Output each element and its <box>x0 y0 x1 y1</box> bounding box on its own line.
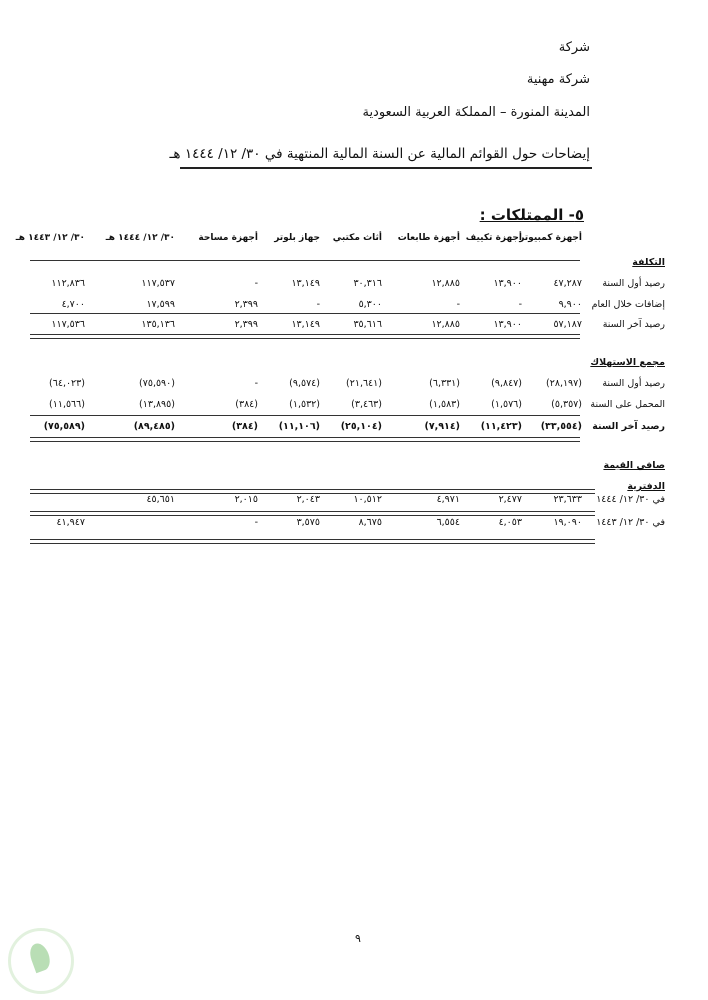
table-rule <box>30 437 580 442</box>
cell-value: (٢٥,١٠٤) <box>340 421 382 432</box>
table-row <box>30 394 665 415</box>
cell-value: (٩,٨٤٧) <box>491 378 522 389</box>
cell-value: ٣٥,٦١٦ <box>353 319 382 330</box>
cell-value: (٣٨٤) <box>235 399 258 410</box>
row-label: في ٣٠/ ١٢/ ١٤٤٤ <box>596 494 665 505</box>
company-type: شركة مهنية <box>526 72 590 87</box>
row-label: المحمل على السنة <box>590 399 665 410</box>
cell-value: (١١,١٠٦) <box>278 421 320 432</box>
cell-value: ١٩,٠٩٠ <box>553 517 582 528</box>
company-name: شركة <box>558 40 590 55</box>
cell-value: (٣٨٤) <box>231 421 258 432</box>
cell-value: (١,٥٣٢) <box>289 399 320 410</box>
cell-value: - <box>456 299 460 310</box>
page-number: ٩ <box>355 932 361 945</box>
cell-value <box>85 512 175 533</box>
cell-value: ٢,٣٩٩ <box>234 319 258 330</box>
table-row <box>30 512 665 533</box>
table-section <box>30 314 665 335</box>
property-table <box>15 229 665 247</box>
cell-value: ١٣,٩٠٠ <box>493 278 522 289</box>
cell-value: (٢١,٦٤١) <box>346 378 382 389</box>
cell-value: (١,٥٨٣) <box>429 399 460 410</box>
cell-value: (٢٨,١٩٧) <box>546 378 582 389</box>
cost-heading: التكلفة <box>632 257 665 268</box>
row-label: إضافات خلال العام <box>591 299 665 310</box>
cell-value: ١٣,٩٠٠ <box>493 319 522 330</box>
col-header: ٣٠/ ١٢/ ١٤٤٣ هـ <box>15 233 85 243</box>
cell-value: ٤,٩٧١ <box>436 494 460 505</box>
company-location: المدينة المنورة – المملكة العربية السعودية <box>362 105 590 120</box>
table-section <box>30 416 665 437</box>
cell-value: (١٣,٨٩٥) <box>139 399 175 410</box>
green-leaf-circle-logo <box>8 928 74 994</box>
cell-value: ٤٥,٦٥١ <box>146 494 175 505</box>
col-header: ٣٠/ ١٢/ ١٤٤٤ هـ <box>105 233 175 243</box>
cell-value: (٣,٤٦٣) <box>351 399 382 410</box>
table-rule <box>30 334 580 339</box>
table-section <box>30 512 665 533</box>
cell-value: - <box>254 278 258 289</box>
cell-value: - <box>254 517 258 528</box>
table-row <box>30 314 665 335</box>
net-heading: الدفترية <box>627 481 665 492</box>
cell-value: (٩,٥٧٤) <box>289 378 320 389</box>
cell-value: (٧٥,٥٨٩) <box>43 421 85 432</box>
cell-value: ٢٣,٦٣٣ <box>553 494 582 505</box>
row-label: رصيد أول السنة <box>602 278 665 289</box>
cell-value: ١٢,٨٨٥ <box>431 319 460 330</box>
cell-value: ٥,٣٠٠ <box>358 299 382 310</box>
cell-value: (٦,٣٣١) <box>429 378 460 389</box>
cell-value: (٧,٩١٤) <box>424 421 460 432</box>
cell-value: ٤,٧٠٠ <box>61 299 85 310</box>
cell-value: ٥٧,١٨٧ <box>553 319 582 330</box>
cell-value: ١٣,١٤٩ <box>291 319 320 330</box>
table-rule <box>30 539 595 544</box>
cell-value: ١١٧,٥٣٧ <box>141 278 175 289</box>
cell-value: (٦٤,٠٢٣) <box>49 378 85 389</box>
document-title: إيضاحات حول القوائم المالية عن السنة المالية المنتهية في ٣٠/ ١٢/ ١٤٤٤ هـ <box>169 146 590 162</box>
cell-value <box>30 489 85 510</box>
cell-value: ١٠,٥١٢ <box>353 494 382 505</box>
section-title: ٥- الممتلكات : <box>479 206 584 224</box>
table-row <box>30 373 665 394</box>
cell-value: (١١,٤٢٣) <box>480 421 522 432</box>
title-rule <box>180 167 592 169</box>
col-header: جهاز بلوتر <box>274 233 320 243</box>
col-header: أجهزة مساحة <box>198 233 258 243</box>
column-headers <box>30 229 665 247</box>
table-section <box>30 489 665 510</box>
cell-value: (١,٥٧٦) <box>491 399 522 410</box>
table-row <box>30 294 665 315</box>
depreciation-heading: مجمع الاستهلاك <box>590 357 665 368</box>
row-label: رصيد آخر السنة <box>602 319 665 330</box>
table-row <box>30 416 665 437</box>
cell-value: ٨,٦٧٥ <box>358 517 382 528</box>
cell-value: - <box>254 378 258 389</box>
cell-value: ٤٧,٢٨٧ <box>553 278 582 289</box>
cell-value: (١١,٥٦٦) <box>49 399 85 410</box>
cell-value: ٣,٥٧٥ <box>296 517 320 528</box>
col-header: أجهزة تكييف <box>465 233 522 243</box>
row-label: في ٣٠/ ١٢/ ١٤٤٣ <box>596 517 665 528</box>
cell-value: ١٧,٥٩٩ <box>146 299 175 310</box>
col-header: أثاث مكتبي <box>332 233 382 243</box>
cell-value: ٢,٣٩٩ <box>234 299 258 310</box>
cell-value: ٢,٠١٥ <box>234 494 258 505</box>
cell-value: (٨٩,٤٨٥) <box>133 421 175 432</box>
cell-value: ٤,٠٥٣ <box>498 517 522 528</box>
cell-value: ١١٢,٨٣٦ <box>51 278 85 289</box>
cell-value: ٤١,٩٤٧ <box>56 517 85 528</box>
cell-value: ٦,٥٥٤ <box>436 517 460 528</box>
row-label: رصيد آخر السنة <box>592 421 665 432</box>
cell-value: - <box>518 299 522 310</box>
col-header: أجهزة كمبيوتر <box>519 233 582 243</box>
col-header: أجهزة طابعات <box>397 233 460 243</box>
cell-value: (٣٣,٥٥٤) <box>540 421 582 432</box>
net-heading: صافي القيمة <box>603 460 665 471</box>
cell-value: ١٣,١٤٩ <box>291 278 320 289</box>
cell-value: ٢,٠٤٣ <box>296 494 320 505</box>
cell-value: - <box>316 299 320 310</box>
table-row <box>30 489 665 510</box>
cell-value: ١١٧,٥٣٦ <box>51 319 85 330</box>
cell-value: ٩,٩٠٠ <box>558 299 582 310</box>
cell-value: ١٣٥,١٣٦ <box>141 319 175 330</box>
cell-value: (٧٥,٥٩٠) <box>139 378 175 389</box>
cell-value: ١٢,٨٨٥ <box>431 278 460 289</box>
row-label: رصيد أول السنة <box>602 378 665 389</box>
table-section <box>30 252 665 315</box>
table-section <box>30 352 665 415</box>
table-row <box>30 273 665 294</box>
cell-value: (٥,٣٥٧) <box>551 399 582 410</box>
cell-value: ٣٠,٣١٦ <box>353 278 382 289</box>
cell-value: ٢,٤٧٧ <box>498 494 522 505</box>
